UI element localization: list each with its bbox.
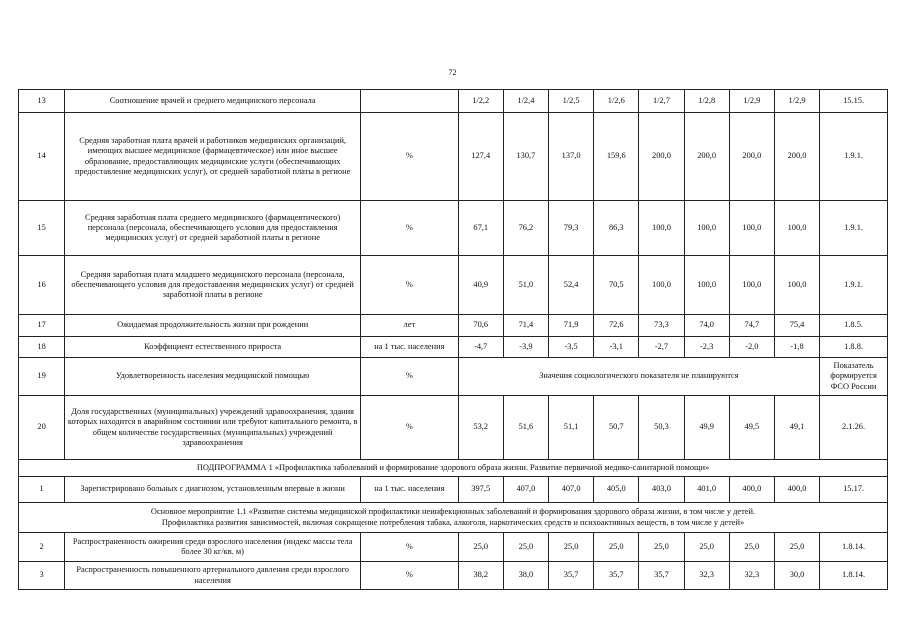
row-number: 15 (19, 201, 65, 256)
reference-cell: 1.9.1. (820, 113, 888, 201)
unit-cell: % (361, 533, 459, 562)
value-cell: 75,4 (774, 315, 819, 337)
value-cell: 40,9 (458, 256, 503, 315)
value-cell: 76,2 (503, 201, 548, 256)
table-row (19, 337, 888, 358)
indicator-name: Средняя заработная плата среднего медицинского (фармацевтического) персонала (персонала, обеспечивающего условия для предоставления медицинских услуг) от средней заработной платы в регионе (65, 201, 361, 256)
value-cell: 100,0 (729, 201, 774, 256)
unit-cell (361, 90, 459, 113)
value-cell: 70,5 (594, 256, 639, 315)
indicator-name: Зарегистрировано больных с диагнозом, установленным впервые в жизни (65, 477, 361, 503)
value-cell: 1/2,6 (594, 90, 639, 113)
value-cell: -3,9 (503, 337, 548, 358)
reference-cell: 1.8.14. (820, 562, 888, 590)
row-number: 1 (19, 477, 65, 503)
value-cell: 32,3 (729, 562, 774, 590)
main-activity-row (19, 503, 888, 533)
row-number: 18 (19, 337, 65, 358)
row-number: 20 (19, 396, 65, 460)
value-cell: 130,7 (503, 113, 548, 201)
value-cell: 71,9 (549, 315, 594, 337)
value-cell: 52,4 (549, 256, 594, 315)
reference-cell: 1.8.8. (820, 337, 888, 358)
value-cell: 35,7 (639, 562, 684, 590)
value-cell: 397,5 (458, 477, 503, 503)
value-cell: -2,7 (639, 337, 684, 358)
value-cell: 71,4 (503, 315, 548, 337)
table-row (19, 201, 888, 256)
value-cell: 50,3 (639, 396, 684, 460)
value-cell: 70,6 (458, 315, 503, 337)
value-cell: 49,1 (774, 396, 819, 460)
reference-cell: 1.8.14. (820, 533, 888, 562)
value-cell: 74,0 (684, 315, 729, 337)
indicators-table (18, 89, 888, 590)
value-cell: 407,0 (549, 477, 594, 503)
value-cell: 25,0 (684, 533, 729, 562)
table-row (19, 358, 888, 396)
table-row (19, 477, 888, 503)
row-number: 17 (19, 315, 65, 337)
unit-cell: на 1 тыс. населения (361, 337, 459, 358)
value-cell: 1/2,5 (549, 90, 594, 113)
value-cell: 405,0 (594, 477, 639, 503)
value-cell: -2,3 (684, 337, 729, 358)
value-cell: 73,3 (639, 315, 684, 337)
value-cell: 25,0 (503, 533, 548, 562)
value-cell: 1/2,8 (684, 90, 729, 113)
value-cell: -2,0 (729, 337, 774, 358)
value-cell: 30,0 (774, 562, 819, 590)
value-cell: 67,1 (458, 201, 503, 256)
value-cell: 25,0 (549, 533, 594, 562)
value-cell: 200,0 (774, 113, 819, 201)
table-row (19, 533, 888, 562)
table-row (19, 113, 888, 201)
value-cell: 200,0 (639, 113, 684, 201)
row-number: 2 (19, 533, 65, 562)
table-row (19, 315, 888, 337)
reference-cell: 1.8.5. (820, 315, 888, 337)
indicator-name: Ожидаемая продолжительность жизни при рождении (65, 315, 361, 337)
unit-cell: % (361, 113, 459, 201)
value-cell: 79,3 (549, 201, 594, 256)
value-cell: 25,0 (729, 533, 774, 562)
row-number: 3 (19, 562, 65, 590)
table-body (19, 90, 888, 590)
indicator-name: Соотношение врачей и среднего медицинского персонала (65, 90, 361, 113)
table-row (19, 562, 888, 590)
row-number: 13 (19, 90, 65, 113)
subprogram-title: ПОДПРОГРАММА 1 «Профилактика заболеваний и формирование здорового образа жизни. Развитие первичной медико-санитарной помощи» (19, 460, 888, 477)
main-activity-line-1: Основное мероприятие 1.1 «Развитие системы медицинской профилактики неинфекционных заболеваний и формирования здорового образа жизни, в том числе у детей. (150, 507, 756, 517)
value-cell: -1,8 (774, 337, 819, 358)
value-cell: 200,0 (684, 113, 729, 201)
value-cell: 51,1 (549, 396, 594, 460)
value-cell: 1/2,4 (503, 90, 548, 113)
reference-cell: Показатель формируется ФСО России (820, 358, 888, 396)
value-cell: 200,0 (729, 113, 774, 201)
value-cell: 1/2,9 (729, 90, 774, 113)
value-cell: 49,5 (729, 396, 774, 460)
value-cell: 100,0 (639, 201, 684, 256)
value-cell: 400,0 (774, 477, 819, 503)
value-cell: 25,0 (774, 533, 819, 562)
reference-cell: 15.17. (820, 477, 888, 503)
table-row (19, 396, 888, 460)
unit-cell: % (361, 358, 459, 396)
value-cell: 35,7 (594, 562, 639, 590)
value-cell: 100,0 (774, 256, 819, 315)
indicator-name: Средняя заработная плата младшего медицинского персонала (персонала, обеспечивающего условия для предоставления медицинских услуг) от средней заработной платы в регионе (65, 256, 361, 315)
row-number: 14 (19, 113, 65, 201)
value-cell: 38,0 (503, 562, 548, 590)
value-cell: 1/2,2 (458, 90, 503, 113)
reference-cell: 15.15. (820, 90, 888, 113)
row-number: 19 (19, 358, 65, 396)
value-cell: 100,0 (729, 256, 774, 315)
value-cell: 407,0 (503, 477, 548, 503)
value-cell: 127,4 (458, 113, 503, 201)
unit-cell: лет (361, 315, 459, 337)
indicator-name: Средняя заработная плата врачей и работников медицинских организаций, имеющих высшее медицинское (фармацевтическое) или иное высшее образование, предоставляющих медицинские услуги (обеспечивающих предоставление медицинских услуг), от средней заработной платы в регионе (65, 113, 361, 201)
value-cell: 100,0 (774, 201, 819, 256)
value-cell: 49,9 (684, 396, 729, 460)
table-row (19, 256, 888, 315)
value-cell: 100,0 (639, 256, 684, 315)
value-cell: 72,6 (594, 315, 639, 337)
row-number: 16 (19, 256, 65, 315)
unit-cell: % (361, 201, 459, 256)
value-cell: 159,6 (594, 113, 639, 201)
value-cell: 50,7 (594, 396, 639, 460)
value-cell: 51,0 (503, 256, 548, 315)
value-cell: 25,0 (458, 533, 503, 562)
value-cell: 137,0 (549, 113, 594, 201)
value-cell: 25,0 (639, 533, 684, 562)
indicator-name: Доля государственных (муниципальных) учреждений здравоохранения, здания которых находится в аварийном состоянии или требуют капитального ремонта, в общем количестве государственных (муниципальных) учреждений здравоохранения (65, 396, 361, 460)
subprogram-row (19, 460, 888, 477)
indicator-name: Коэффициент естественного прироста (65, 337, 361, 358)
indicator-name: Удовлетворенность населения медицинской помощью (65, 358, 361, 396)
value-cell: 32,3 (684, 562, 729, 590)
reference-cell: 1.9.1. (820, 201, 888, 256)
unit-cell: % (361, 562, 459, 590)
value-cell: 74,7 (729, 315, 774, 337)
unit-cell: % (361, 256, 459, 315)
value-cell: 403,0 (639, 477, 684, 503)
value-cell: 25,0 (594, 533, 639, 562)
value-cell: 86,3 (594, 201, 639, 256)
value-cell: 100,0 (684, 256, 729, 315)
value-cell: 100,0 (684, 201, 729, 256)
table-row (19, 90, 888, 113)
unit-cell: % (361, 396, 459, 460)
page-number: 72 (448, 68, 457, 77)
value-cell: 1/2,7 (639, 90, 684, 113)
reference-cell: 1.9.1. (820, 256, 888, 315)
sociological-note: Значения социологического показателя не планируются (458, 358, 820, 396)
value-cell: 35,7 (549, 562, 594, 590)
main-activity-title (19, 503, 888, 533)
value-cell: -3,1 (594, 337, 639, 358)
value-cell: 1/2,9 (774, 90, 819, 113)
value-cell: 401,0 (684, 477, 729, 503)
unit-cell: на 1 тыс. населения (361, 477, 459, 503)
indicator-name: Распространенность повышенного артериального давления среди взрослого населения (65, 562, 361, 590)
value-cell: -3,5 (549, 337, 594, 358)
value-cell: 51,6 (503, 396, 548, 460)
value-cell: 38,2 (458, 562, 503, 590)
indicator-name: Распространенность ожирения среди взрослого населения (индекс массы тела более 30 кг/кв. м) (65, 533, 361, 562)
value-cell: 53,2 (458, 396, 503, 460)
main-activity-line-2: Профилактика развития зависимостей, включая сокращение потребления табака, алкоголя, наркотических средств и психоактивных веществ, в том числе у детей» (161, 517, 745, 527)
value-cell: 400,0 (729, 477, 774, 503)
reference-cell: 2.1.26. (820, 396, 888, 460)
value-cell: -4,7 (458, 337, 503, 358)
